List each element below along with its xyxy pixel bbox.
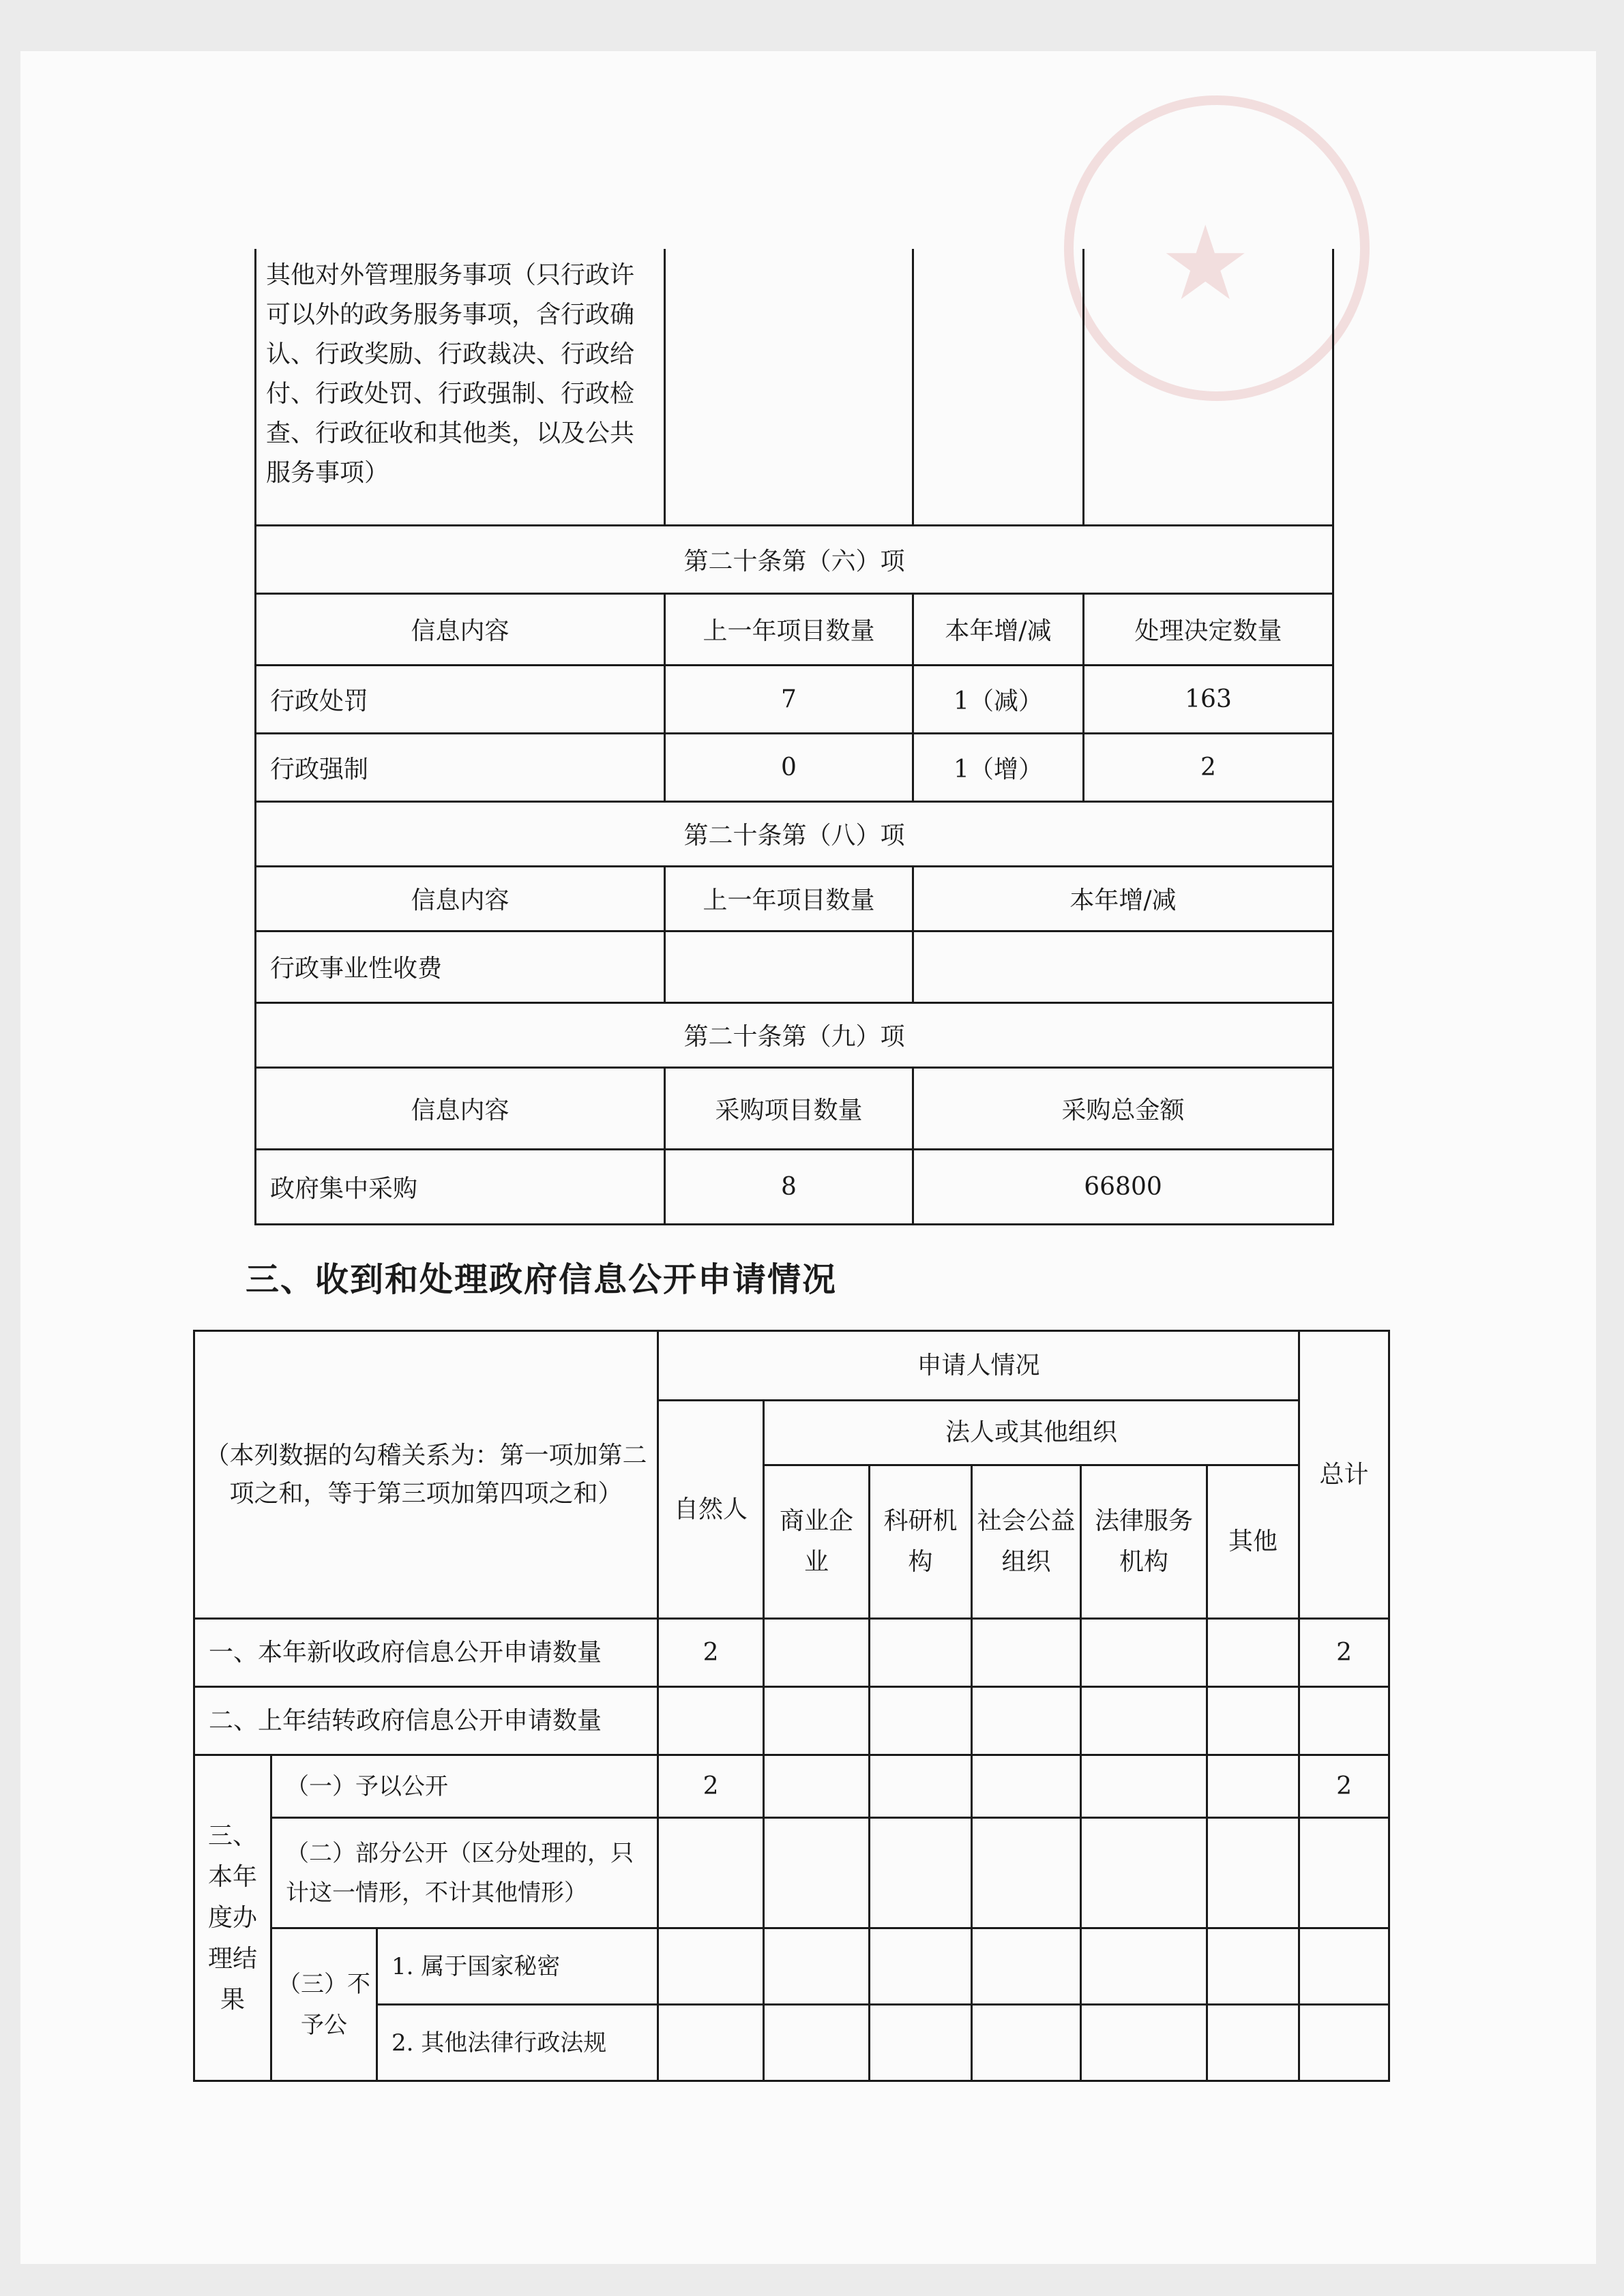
col-header: 商业企业 bbox=[764, 1465, 870, 1619]
col-header: 社会公益组织 bbox=[972, 1465, 1081, 1619]
sec6-title: 第二十条第（六）项 bbox=[256, 525, 1333, 593]
section-title-row bbox=[256, 525, 1333, 593]
seal-star-icon: ★ bbox=[1160, 205, 1252, 323]
sec9-title: 第二十条第（九）项 bbox=[256, 1002, 1333, 1067]
table-row: （三）不予公 1. 属于国家秘密 bbox=[194, 1928, 1389, 2005]
section-title-row bbox=[256, 801, 1333, 866]
table-row: 三、本年度办理结果 （一）予以公开 2 2 bbox=[194, 1755, 1389, 1818]
sec8-title: 第二十条第（八）项 bbox=[256, 801, 1333, 866]
header-row bbox=[256, 593, 1333, 665]
table-row: 行政事业性收费 bbox=[256, 931, 1333, 1002]
col-header: 采购总金额 bbox=[913, 1067, 1333, 1149]
section-title-row bbox=[256, 1002, 1333, 1067]
col-header: 其他 bbox=[1207, 1465, 1299, 1619]
col-header: 信息内容 bbox=[256, 593, 665, 665]
header-row bbox=[256, 1067, 1333, 1149]
col-header: 本年增/减 bbox=[913, 593, 1084, 665]
table-row: （二）部分公开（区分处理的，只计这一情形，不计其他情形） bbox=[194, 1818, 1389, 1928]
header-row bbox=[256, 866, 1333, 931]
col-header: 信息内容 bbox=[256, 1067, 665, 1149]
table-row: 政府集中采购 8 66800 bbox=[256, 1149, 1333, 1224]
col-header: 采购项目数量 bbox=[665, 1067, 913, 1149]
table-row: 二、上年结转政府信息公开申请数量 bbox=[194, 1687, 1389, 1755]
table-row bbox=[194, 1331, 1389, 1401]
result-group-label: 三、本年度办理结果 bbox=[194, 1755, 271, 2081]
col-header: 本年增/减 bbox=[913, 866, 1333, 931]
col-header: 信息内容 bbox=[256, 866, 665, 931]
table-row: 行政强制 0 1（增） 2 bbox=[256, 733, 1333, 801]
legal-group-header: 法人或其他组织 bbox=[764, 1401, 1299, 1465]
formula-note: （本列数据的勾稽关系为：第一项加第二项之和，等于第三项加第四项之和） bbox=[194, 1331, 658, 1619]
col-header: 法律服务机构 bbox=[1081, 1465, 1207, 1619]
applicant-header: 申请人情况 bbox=[658, 1331, 1299, 1401]
section-heading: 三、收到和处理政府信息公开申请情况 bbox=[246, 1260, 838, 1299]
applications-table bbox=[193, 1330, 1390, 2082]
col-header: 上一年项目数量 bbox=[665, 593, 913, 665]
table-row: 2. 其他法律行政法规 bbox=[194, 2005, 1389, 2081]
public-info-table bbox=[254, 249, 1334, 1225]
total-header: 总计 bbox=[1299, 1331, 1389, 1619]
table-row: 一、本年新收政府信息公开申请数量 2 2 bbox=[194, 1619, 1389, 1687]
col-header: 处理决定数量 bbox=[1084, 593, 1333, 665]
table-row bbox=[256, 249, 1333, 525]
withheld-label: （三）不予公 bbox=[271, 1928, 377, 2081]
table-row: 行政处罚 7 1（减） 163 bbox=[256, 665, 1333, 733]
col-header: 科研机构 bbox=[870, 1465, 972, 1619]
col-header: 上一年项目数量 bbox=[665, 866, 913, 931]
item-other-services: 其他对外管理服务事项（只行政许可以外的政务服务事项，含行政确认、行政奖励、行政裁决、行政给付、行政处罚、行政强制、行政检查、行政征收和其他类，以及公共服务事项） bbox=[256, 249, 665, 525]
natural-person-header: 自然人 bbox=[658, 1401, 764, 1619]
